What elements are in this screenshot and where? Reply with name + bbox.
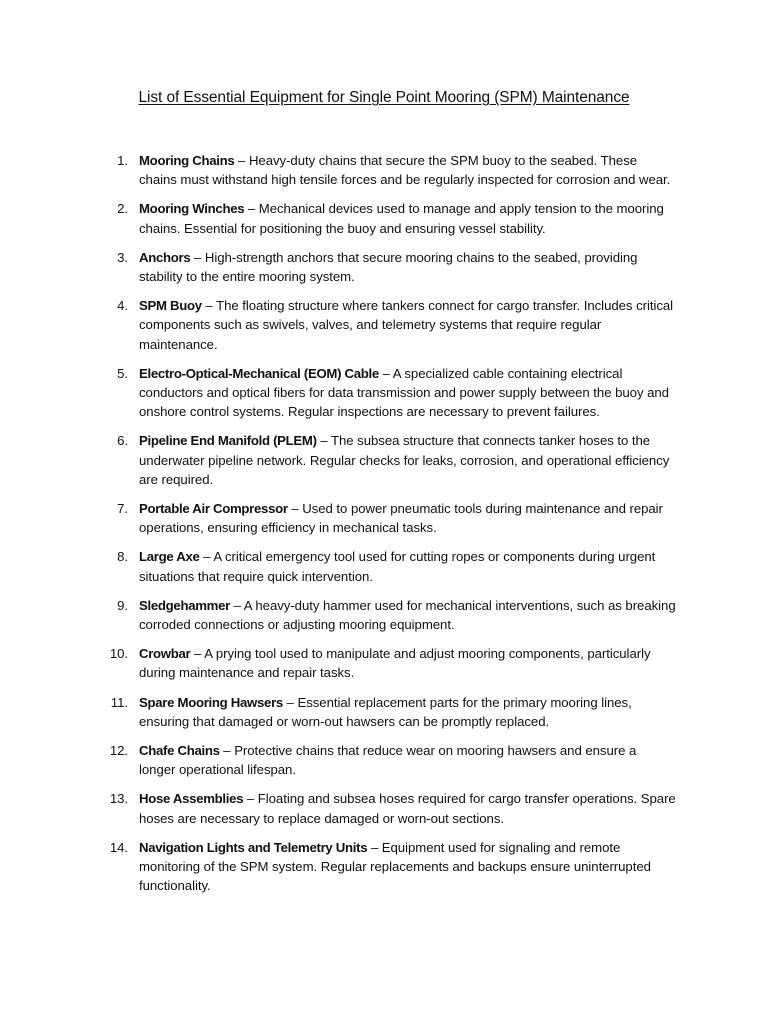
item-name: Navigation Lights and Telemetry Units xyxy=(139,839,368,855)
item-name: Pipeline End Manifold (PLEM) xyxy=(139,433,317,449)
list-item xyxy=(108,431,676,489)
list-item xyxy=(108,693,676,731)
list-item xyxy=(108,499,676,537)
list-item xyxy=(108,789,676,827)
item-name: Chafe Chains xyxy=(139,743,220,759)
item-number: 9. xyxy=(117,597,128,613)
item-number: 13. xyxy=(109,791,128,807)
item-name: Hose Assemblies xyxy=(139,791,244,807)
list-item xyxy=(108,644,676,682)
item-name: Anchors xyxy=(139,249,191,265)
list-item xyxy=(108,248,676,286)
equipment-list xyxy=(108,151,676,906)
item-number: 5. xyxy=(117,365,128,381)
list-item xyxy=(108,596,676,634)
item-name: Portable Air Compressor xyxy=(139,501,288,517)
item-name: Electro-Optical-Mechanical (EOM) Cable xyxy=(139,365,379,381)
item-number: 10. xyxy=(109,646,128,662)
item-description: A critical emergency tool used for cutting ropes or components during urgent situations that require quick intervention. xyxy=(139,549,656,584)
item-number: 8. xyxy=(117,549,128,565)
item-separator: – xyxy=(282,694,298,710)
item-description: Essential replacement parts for the primary mooring lines, ensuring that damaged or worn-out hawsers can be promptly replaced. xyxy=(139,694,632,729)
item-name: Spare Mooring Hawsers xyxy=(139,694,283,710)
item-separator: – xyxy=(244,201,259,217)
list-item xyxy=(108,547,676,585)
item-separator: – xyxy=(243,791,258,807)
list-item xyxy=(108,838,676,896)
list-item xyxy=(108,364,676,422)
item-separator: – xyxy=(234,153,249,168)
list-item xyxy=(108,741,676,779)
item-separator: – xyxy=(201,298,217,314)
item-description: A prying tool used to manipulate and adjust mooring components, particularly during maintenance and repair tasks. xyxy=(139,646,651,681)
item-separator: – xyxy=(190,646,205,662)
item-description: Mechanical devices used to manage and apply tension to the mooring chains. Essential for positioning the buoy and ensuring vessel stability. xyxy=(139,201,664,236)
item-number: 14. xyxy=(109,839,128,855)
list-item xyxy=(108,296,676,354)
item-name: SPM Buoy xyxy=(139,298,202,314)
item-description: Equipment used for signaling and remote monitoring of the SPM system. Regular replacements and backups ensure uninterrupted functionality. xyxy=(139,839,651,894)
item-name: Sledgehammer xyxy=(139,597,230,613)
item-description: Protective chains that reduce wear on mooring hawsers and ensure a longer operational lifespan. xyxy=(139,743,637,778)
item-separator: – xyxy=(199,549,214,565)
item-description: Used to power pneumatic tools during maintenance and repair operations, ensuring efficiency in mechanical tasks. xyxy=(139,501,663,536)
item-number: 4. xyxy=(117,298,128,314)
item-description: A heavy-duty hammer used for mechanical interventions, such as breaking corroded connections or adjusting mooring equipment. xyxy=(139,597,676,633)
item-description: The floating structure where tankers connect for cargo transfer. Includes critical components such as swivels, valves, and telemetry systems that require regular maintenance. xyxy=(139,298,674,352)
list-item xyxy=(108,151,676,189)
document-title: List of Essential Equipment for Single Point Mooring (SPM) Maintenance xyxy=(138,89,630,106)
item-name: Mooring Winches xyxy=(139,201,245,217)
item-name: Crowbar xyxy=(139,646,191,662)
item-number: 11. xyxy=(110,694,128,710)
item-separator: – xyxy=(378,365,393,381)
item-number: 7. xyxy=(117,501,128,517)
item-number: 1. xyxy=(117,153,128,168)
item-separator: – xyxy=(229,597,244,613)
item-description: High-strength anchors that secure mooring chains to the seabed, providing stability to the entire mooring system. xyxy=(139,249,638,285)
item-separator: – xyxy=(219,743,235,759)
item-description: Floating and subsea hoses required for cargo transfer operations. Spare hoses are necessary to replace damaged or worn-out sections. xyxy=(139,791,676,826)
item-number: 12. xyxy=(109,743,128,759)
item-number: 3. xyxy=(117,249,128,265)
item-separator: – xyxy=(367,839,382,855)
item-number: 2. xyxy=(117,201,128,217)
item-description: A specialized cable containing electrical conductors and optical fibers for data transmission and power supply between the buoy and onshore control systems. Regular inspections are necessary to prevent failures. xyxy=(139,365,669,420)
item-separator: – xyxy=(190,249,205,265)
item-description: The subsea structure that connects tanker hoses to the underwater pipeline network. Regular checks for leaks, corrosion, and operational efficiency are required. xyxy=(139,433,670,487)
item-number: 6. xyxy=(117,433,128,449)
item-description: Heavy-duty chains that secure the SPM buoy to the seabed. These chains must withstand high tensile forces and be regularly inspected for corrosion and wear. xyxy=(139,153,671,188)
list-item xyxy=(108,199,676,237)
item-separator: – xyxy=(287,501,303,517)
item-name: Mooring Chains xyxy=(139,153,235,168)
item-separator: – xyxy=(316,433,331,449)
item-name: Large Axe xyxy=(139,549,200,565)
